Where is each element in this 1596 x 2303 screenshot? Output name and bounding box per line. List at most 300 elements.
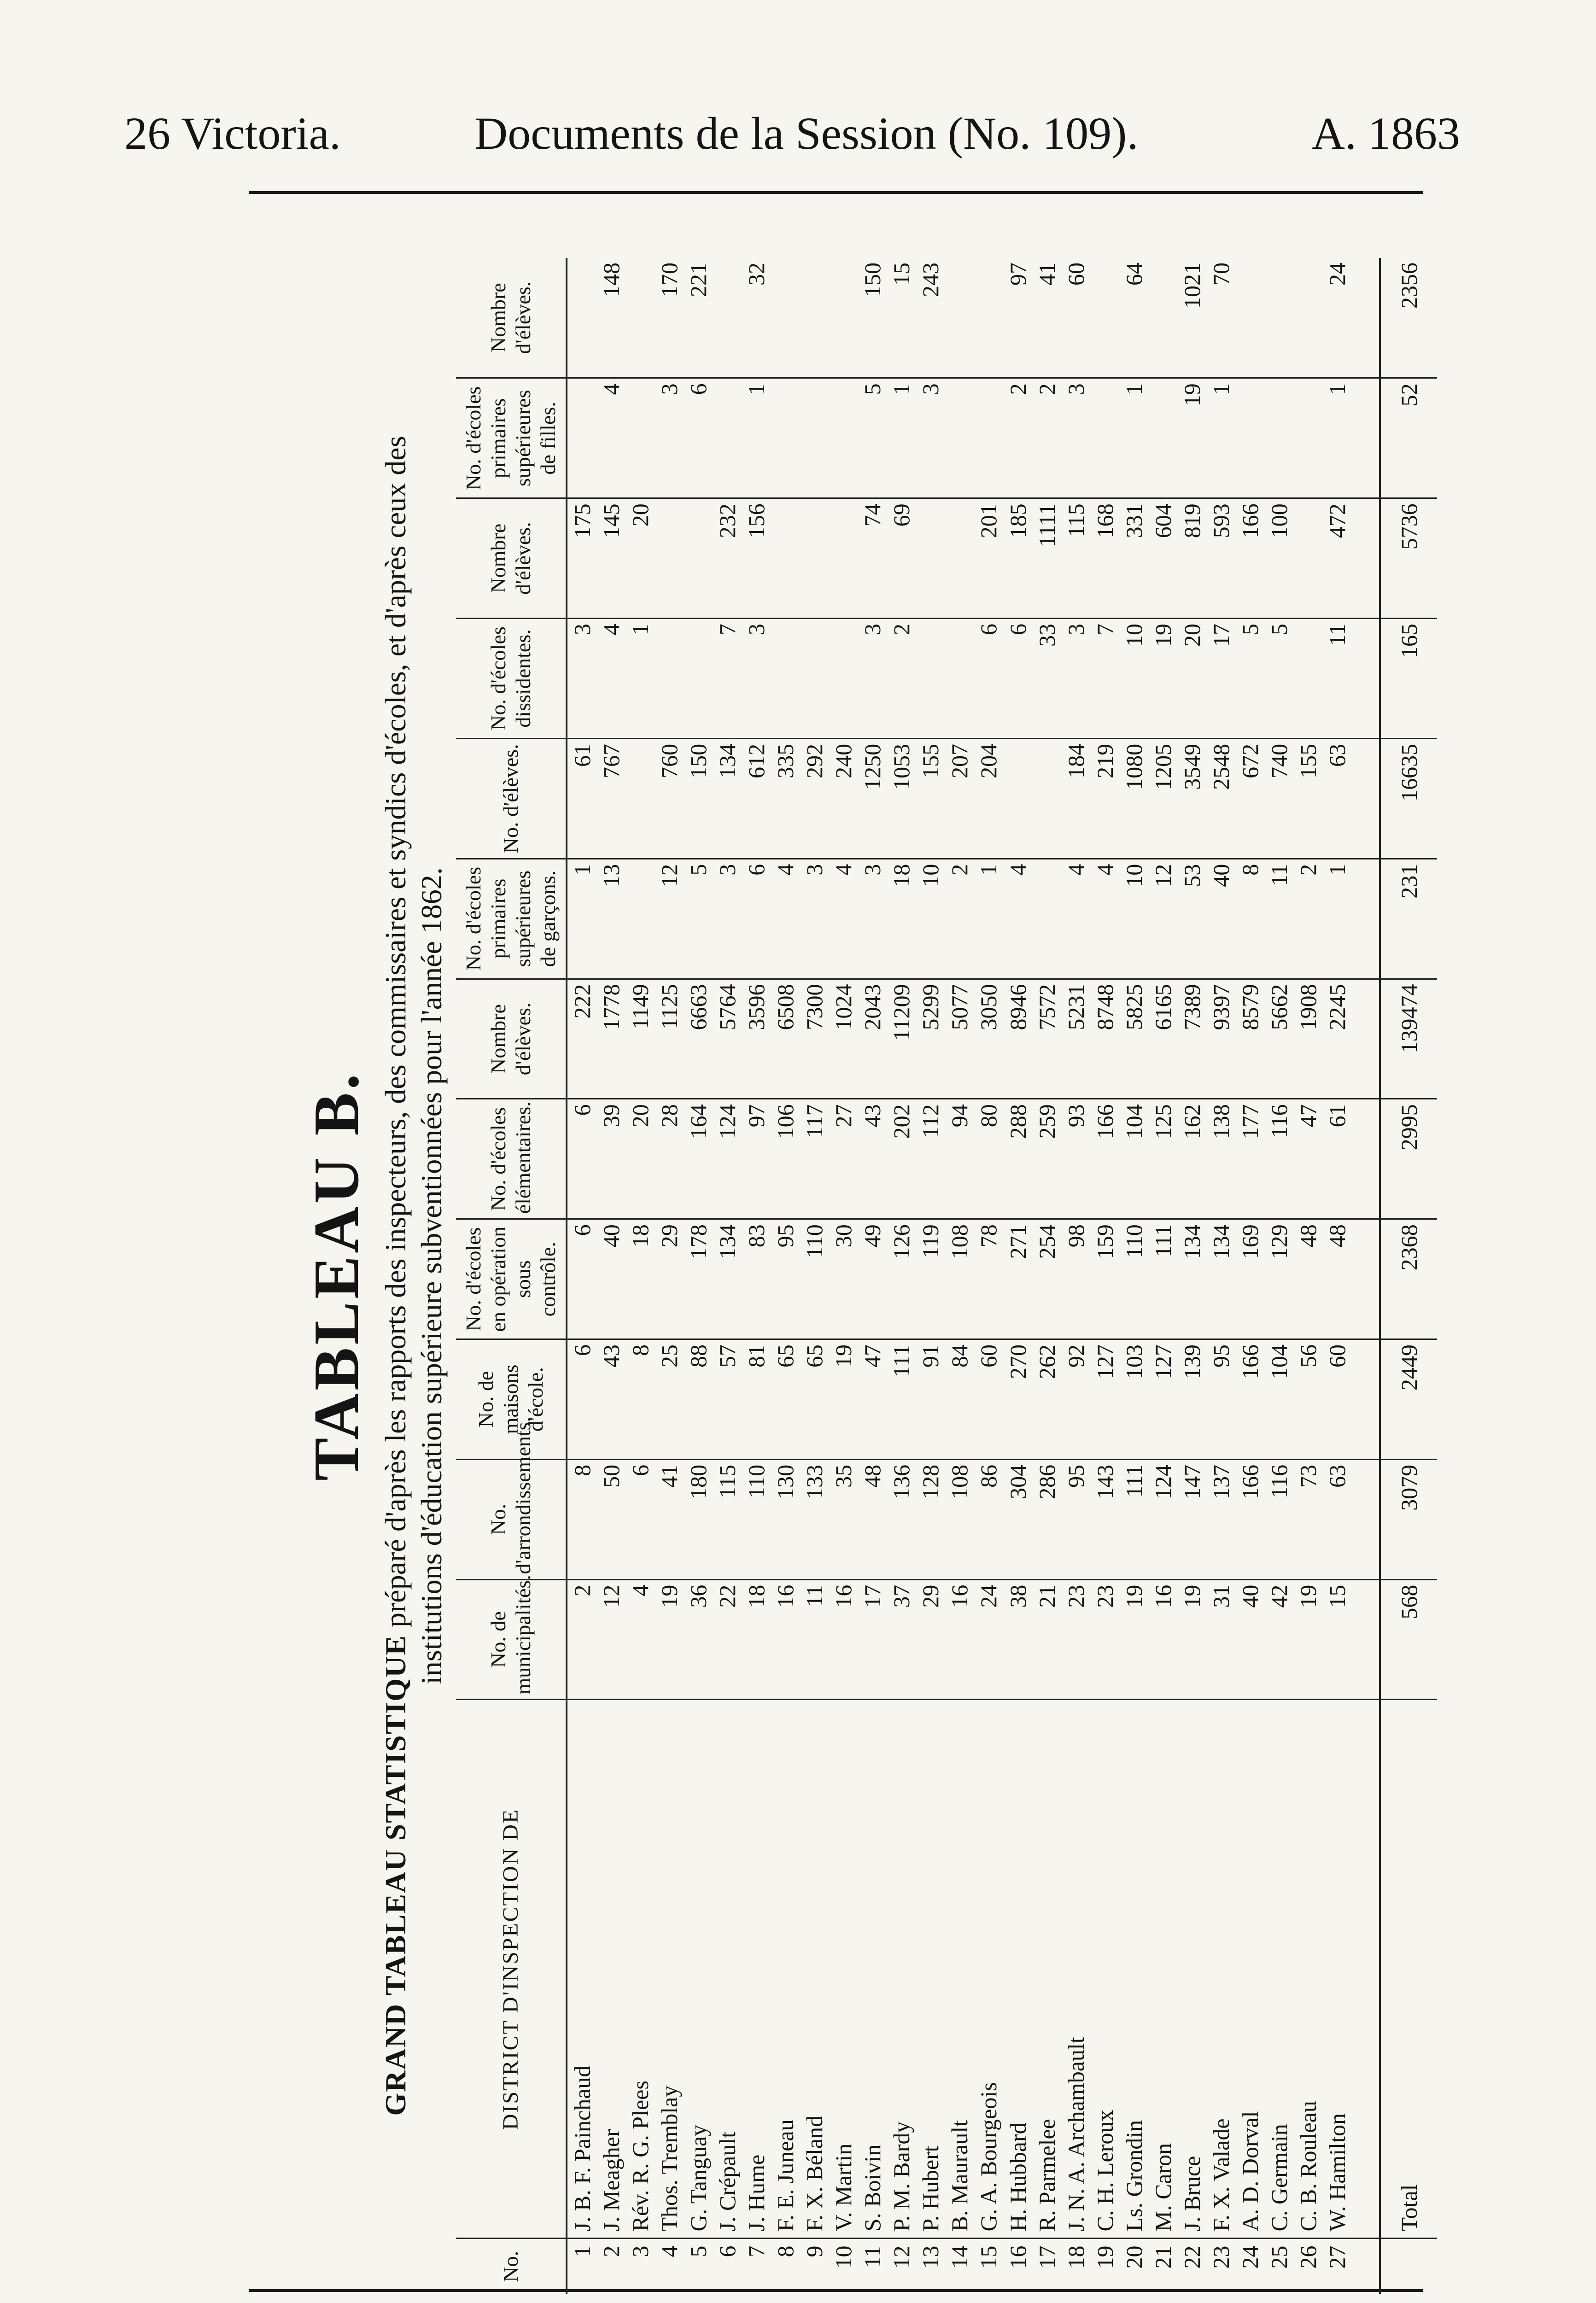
table-cell: 259: [1032, 1099, 1061, 1219]
table-cell: 240: [829, 738, 858, 859]
table-cell: 184: [1061, 738, 1090, 859]
table-cell: 28: [655, 1099, 684, 1219]
table-row: [1003, 258, 1032, 2294]
table-cell: 60: [1061, 258, 1090, 378]
table-cell: 116: [1265, 1459, 1294, 1579]
spacer-cell: [1352, 1339, 1380, 1460]
header-eleves-2: No. d'élèves.: [456, 738, 567, 859]
table-cell: 133: [800, 1459, 829, 1579]
district-name: B. Maurault: [945, 1700, 974, 2239]
table-cell: 740: [1265, 738, 1294, 859]
table-cell: 2: [1294, 859, 1323, 979]
table-cell: 115: [1061, 498, 1090, 619]
table-cell: 128: [916, 1459, 945, 1579]
table-cell: 7: [713, 619, 742, 739]
table-cell: 3: [567, 619, 596, 739]
table-cell: 70: [1206, 258, 1235, 378]
table-cell: 39: [596, 1099, 626, 1219]
table-cell: [626, 738, 655, 859]
table-cell: 134: [713, 1219, 742, 1339]
table-cell: 168: [1090, 498, 1119, 619]
table-cell: [1003, 738, 1032, 859]
table-cell: 243: [916, 258, 945, 378]
district-name: A. D. Dorval: [1235, 1700, 1264, 2239]
table-cell: 47: [858, 1339, 887, 1460]
table-cell: 4: [596, 619, 626, 739]
table-cell: 106: [771, 1099, 800, 1219]
table-cell: [655, 498, 684, 619]
table-row: [742, 258, 771, 2294]
district-name: V. Martin: [829, 1700, 858, 2239]
table-cell: 50: [596, 1459, 626, 1579]
table-cell: 36: [684, 1579, 713, 1700]
table-cell: [684, 498, 713, 619]
total-cell: 165: [1380, 619, 1437, 739]
spacer-cell: [1352, 1579, 1380, 1700]
table-cell: 331: [1119, 498, 1148, 619]
header-eleves-4: Nombre d'élèves.: [456, 258, 567, 378]
district-name: C. Germain: [1265, 1700, 1294, 2239]
table-cell: 10: [1119, 619, 1148, 739]
table-cell: 19: [1177, 378, 1206, 498]
table-cell: 117: [800, 1099, 829, 1219]
table-cell: 1: [626, 619, 655, 739]
subtitle-line1: préparé d'après les rapports des inspecteurs, des commissaires et syndics d'écoles, et d'après ceux des: [379, 436, 412, 1635]
district-name: C. B. Rouleau: [1294, 1700, 1323, 2239]
table-cell: 40: [1235, 1579, 1264, 1700]
table-cell: [1090, 378, 1119, 498]
table-cell: 104: [1119, 1099, 1148, 1219]
table-cell: 19: [1294, 1579, 1323, 1700]
table-cell: 3596: [742, 979, 771, 1099]
table-cell: [771, 378, 800, 498]
row-number: 16: [1005, 2245, 1031, 2269]
table-cell: 16: [771, 1579, 800, 1700]
table-cell: 1: [742, 378, 771, 498]
table-cell: 110: [742, 1459, 771, 1579]
table-cell: 92: [1061, 1339, 1090, 1460]
district-name: J. Meagher: [596, 1700, 626, 2239]
table-cell: 8: [626, 1339, 655, 1460]
table-cell: 110: [800, 1219, 829, 1339]
table-cell: [916, 498, 945, 619]
table-row: [916, 258, 945, 2294]
table-row: [596, 258, 626, 2294]
row-number: 23: [1208, 2245, 1234, 2269]
table-cell: 19: [1148, 619, 1177, 739]
table-cell: 19: [1177, 1579, 1206, 1700]
table-cell: 760: [655, 738, 684, 859]
row-number: 24: [1237, 2245, 1263, 2269]
table-cell: 262: [1032, 1339, 1061, 1460]
table-cell: 271: [1003, 1219, 1032, 1339]
table-cell: 5: [684, 859, 713, 979]
table-cell: [829, 619, 858, 739]
table-cell: 29: [916, 1579, 945, 1700]
table-cell: 83: [742, 1219, 771, 1339]
table-cell: [626, 258, 655, 378]
table-cell: 3: [713, 859, 742, 979]
table-cell: 8: [1235, 859, 1264, 979]
table-cell: 21: [1032, 1579, 1061, 1700]
table-row: [1294, 258, 1323, 2294]
spacer-cell: [1352, 1459, 1380, 1579]
table-row: [771, 258, 800, 2294]
table-cell: 335: [771, 738, 800, 859]
spacer-cell: [1352, 1700, 1380, 2239]
table-cell: 292: [800, 738, 829, 859]
table-row: [626, 258, 655, 2294]
table-cell: 16: [829, 1579, 858, 1700]
table-cell: 11: [800, 1579, 829, 1700]
table-cell: 2: [887, 619, 916, 739]
table-cell: 23: [1090, 1579, 1119, 1700]
table-cell: 12: [596, 1579, 626, 1700]
table-cell: [800, 378, 829, 498]
district-name: P. Hubert: [916, 1700, 945, 2239]
total-row: [1380, 258, 1437, 2294]
table-cell: [1032, 738, 1061, 859]
table-cell: 166: [1090, 1099, 1119, 1219]
total-cell: 2356: [1380, 258, 1437, 378]
table-cell: 11: [1323, 619, 1352, 739]
table-cell: 270: [1003, 1339, 1032, 1460]
table-cell: 37: [887, 1579, 916, 1700]
table-cell: [684, 619, 713, 739]
table-cell: 1908: [1294, 979, 1323, 1099]
table-cell: [1235, 378, 1264, 498]
table-row: [567, 258, 596, 2294]
table-cell: 4: [1090, 859, 1119, 979]
row-number: 12: [889, 2245, 915, 2269]
district-name: F. X. Valade: [1206, 1700, 1235, 2239]
table-cell: 84: [945, 1339, 974, 1460]
table-cell: 74: [858, 498, 887, 619]
table-cell: 139: [1177, 1339, 1206, 1460]
table-cell: 6165: [1148, 979, 1177, 1099]
table-cell: 166: [1235, 1339, 1264, 1460]
table-cell: [567, 258, 596, 378]
table-cell: [1294, 378, 1323, 498]
table-cell: 127: [1148, 1339, 1177, 1460]
table-cell: 11: [1265, 859, 1294, 979]
table-cell: 25: [655, 1339, 684, 1460]
table-cell: 604: [1148, 498, 1177, 619]
table-cell: 124: [1148, 1459, 1177, 1579]
spacer-cell: [1352, 2239, 1380, 2294]
header-ecoles-elementaires: No. d'écoles élémentaires.: [456, 1099, 567, 1219]
table-cell: 5662: [1265, 979, 1294, 1099]
table-cell: 48: [858, 1459, 887, 1579]
table-cell: 4: [1003, 859, 1032, 979]
row-number: 5: [685, 2245, 711, 2257]
table-cell: 17: [1206, 619, 1235, 739]
table-cell: 95: [771, 1219, 800, 1339]
table-cell: 3549: [1177, 738, 1206, 859]
table-row: [1032, 258, 1061, 2294]
district-name: P. M. Bardy: [887, 1700, 916, 2239]
table-cell: 48: [1294, 1219, 1323, 1339]
table-cell: 3: [742, 619, 771, 739]
table-row: [974, 258, 1003, 2294]
row-number: 15: [976, 2245, 1002, 2269]
table-cell: 9397: [1206, 979, 1235, 1099]
header-right: A. 1863: [1311, 108, 1460, 159]
table-cell: 1778: [596, 979, 626, 1099]
table-cell: 112: [916, 1099, 945, 1219]
table-cell: 22: [713, 1579, 742, 1700]
table-cell: 150: [684, 738, 713, 859]
table-cell: 1: [974, 859, 1003, 979]
total-cell: 2449: [1380, 1339, 1437, 1460]
table-cell: 8946: [1003, 979, 1032, 1099]
table-cell: 3: [1061, 619, 1090, 739]
table-row: [1235, 258, 1264, 2294]
total-cell: 16635: [1380, 738, 1437, 859]
table-cell: 95: [1061, 1459, 1090, 1579]
table-cell: 129: [1265, 1219, 1294, 1339]
table-cell: [771, 619, 800, 739]
table-cell: 108: [945, 1459, 974, 1579]
table-cell: 12: [1148, 859, 1177, 979]
total-cell: 2368: [1380, 1219, 1437, 1339]
table-cell: 127: [1090, 1339, 1119, 1460]
table-cell: 155: [916, 738, 945, 859]
table-cell: 61: [1323, 1099, 1352, 1219]
row-number: 6: [714, 2245, 740, 2257]
table-cell: 5231: [1061, 979, 1090, 1099]
table-cell: 5764: [713, 979, 742, 1099]
table-row: [1119, 258, 1148, 2294]
district-name: J. N. A. Archambault: [1061, 1700, 1090, 2239]
district-name: C. H. Leroux: [1090, 1700, 1119, 2239]
table-cell: 19: [655, 1579, 684, 1700]
row-number: 8: [772, 2245, 798, 2257]
table-cell: 612: [742, 738, 771, 859]
table-cell: 232: [713, 498, 742, 619]
table-cell: 88: [684, 1339, 713, 1460]
table-cell: 53: [1177, 859, 1206, 979]
table-cell: 97: [1003, 258, 1032, 378]
table-cell: 43: [858, 1099, 887, 1219]
table-row: [1177, 258, 1206, 2294]
table-cell: [916, 619, 945, 739]
table-cell: 19: [1119, 1579, 1148, 1700]
table-row: [655, 258, 684, 2294]
header-arrondissements: No. d'arrondissements.: [456, 1459, 567, 1579]
table-cell: [829, 498, 858, 619]
table-cell: [829, 378, 858, 498]
row-number: 10: [830, 2245, 857, 2269]
table-cell: 95: [1206, 1339, 1235, 1460]
total-cell: 52: [1380, 378, 1437, 498]
table-row: [858, 258, 887, 2294]
table-body: [567, 258, 1437, 2294]
table-cell: 221: [684, 258, 713, 378]
table-cell: [1265, 258, 1294, 378]
table-cell: [1148, 258, 1177, 378]
total-cell: 139474: [1380, 979, 1437, 1099]
table-cell: 147: [1177, 1459, 1206, 1579]
table-cell: 204: [974, 738, 1003, 859]
table-cell: [713, 378, 742, 498]
table-cell: 3050: [974, 979, 1003, 1099]
total-cell: 3079: [1380, 1459, 1437, 1579]
table-cell: 81: [742, 1339, 771, 1460]
table-cell: 185: [1003, 498, 1032, 619]
table-cell: 32: [742, 258, 771, 378]
table-cell: 3: [655, 378, 684, 498]
table-cell: 30: [829, 1219, 858, 1339]
table-cell: [829, 258, 858, 378]
header-primaires-garcons: No. d'écoles primaires supérieures de garçons.: [456, 859, 567, 979]
table-cell: 60: [974, 1339, 1003, 1460]
table-cell: 472: [1323, 498, 1352, 619]
spacer-cell: [1352, 1099, 1380, 1219]
table-cell: 20: [626, 498, 655, 619]
header-district: DISTRICT D'INSPECTION DE: [456, 1700, 567, 2239]
table-cell: 155: [1294, 738, 1323, 859]
table-cell: 41: [655, 1459, 684, 1579]
subtitle-lead: GRAND TABLEAU STATISTIQUE: [379, 1635, 412, 2116]
table-cell: 4: [771, 859, 800, 979]
district-name: M. Caron: [1148, 1700, 1177, 2239]
table-header-row: [456, 258, 567, 2294]
table-cell: 41: [1032, 258, 1061, 378]
table-cell: 169: [1235, 1219, 1264, 1339]
table-cell: 1080: [1119, 738, 1148, 859]
table-cell: 2245: [1323, 979, 1352, 1099]
table-cell: [567, 378, 596, 498]
table-cell: 20: [626, 1099, 655, 1219]
table-cell: [626, 378, 655, 498]
header-no: No.: [456, 2239, 567, 2294]
table-cell: 145: [596, 498, 626, 619]
table-cell: 6663: [684, 979, 713, 1099]
table-cell: 126: [887, 1219, 916, 1339]
table-cell: [800, 498, 829, 619]
total-spacer: [1380, 2239, 1437, 2294]
table-cell: 35: [829, 1459, 858, 1579]
header-rule: [249, 191, 1423, 194]
table-cell: 108: [945, 1219, 974, 1339]
table-row: [829, 258, 858, 2294]
table-cell: 1024: [829, 979, 858, 1099]
table-cell: 91: [916, 1339, 945, 1460]
table-cell: 18: [626, 1219, 655, 1339]
district-name: Rév. R. G. Plees: [626, 1700, 655, 2239]
spacer-cell: [1352, 979, 1380, 1099]
table-cell: 4: [626, 1579, 655, 1700]
table-cell: 1: [1206, 378, 1235, 498]
table-cell: 134: [1206, 1219, 1235, 1339]
table-cell: 4: [596, 378, 626, 498]
spacer-cell: [1352, 1219, 1380, 1339]
table-cell: 111: [887, 1339, 916, 1460]
table-cell: 672: [1235, 738, 1264, 859]
table-cell: 6: [567, 1219, 596, 1339]
table-cell: [1235, 258, 1264, 378]
table-cell: 819: [1177, 498, 1206, 619]
table-cell: 23: [1061, 1579, 1090, 1700]
table-cell: 24: [974, 1579, 1003, 1700]
table-cell: 180: [684, 1459, 713, 1579]
table-cell: 304: [1003, 1459, 1032, 1579]
statistics-table: [456, 258, 1437, 2294]
table-cell: 33: [1032, 619, 1061, 739]
table-cell: 49: [858, 1219, 887, 1339]
table-cell: 8: [567, 1459, 596, 1579]
table-cell: 86: [974, 1459, 1003, 1579]
spacer-cell: [1352, 498, 1380, 619]
row-number: 27: [1324, 2245, 1350, 2269]
row-number: 19: [1092, 2245, 1118, 2269]
table-cell: 48: [1323, 1219, 1352, 1339]
table-cell: 164: [684, 1099, 713, 1219]
district-name: G. A. Bourgeois: [974, 1700, 1003, 2239]
table-cell: 15: [887, 258, 916, 378]
table-cell: [1148, 378, 1177, 498]
table-cell: 6: [684, 378, 713, 498]
total-label: Total: [1380, 1700, 1437, 2239]
row-number: 18: [1063, 2245, 1089, 2269]
table-cell: 115: [713, 1459, 742, 1579]
table-cell: 18: [742, 1579, 771, 1700]
table-cell: 98: [1061, 1219, 1090, 1339]
table-cell: 1021: [1177, 258, 1206, 378]
total-cell: 5736: [1380, 498, 1437, 619]
header-ecoles-operation: No. d'écoles en opération sous contrôle.: [456, 1219, 567, 1339]
district-name: Thos. Tremblay: [655, 1700, 684, 2239]
table-cell: 15: [1323, 1579, 1352, 1700]
row-number: 2: [598, 2245, 624, 2257]
table-cell: 2: [1003, 378, 1032, 498]
header-left: 26 Victoria.: [124, 108, 341, 159]
table-cell: 159: [1090, 1219, 1119, 1339]
table-cell: 6: [974, 619, 1003, 739]
table-row: [1090, 258, 1119, 2294]
table-cell: 111: [1148, 1219, 1177, 1339]
table-cell: 138: [1206, 1099, 1235, 1219]
table-cell: 4: [829, 859, 858, 979]
table-cell: 201: [974, 498, 1003, 619]
table-cell: [945, 378, 974, 498]
table-cell: 5: [1235, 619, 1264, 739]
row-number: 25: [1266, 2245, 1292, 2269]
total-cell: 2995: [1380, 1099, 1437, 1219]
table-cell: 134: [1177, 1219, 1206, 1339]
row-number: 20: [1121, 2245, 1147, 2269]
table-cell: 3: [916, 378, 945, 498]
table-cell: 156: [742, 498, 771, 619]
table-cell: 16: [1148, 1579, 1177, 1700]
table-cell: 31: [1206, 1579, 1235, 1700]
table-cell: [713, 258, 742, 378]
table-cell: 38: [1003, 1579, 1032, 1700]
table-cell: 178: [684, 1219, 713, 1339]
table-cell: 7: [1090, 619, 1119, 739]
row-number: 13: [918, 2245, 944, 2269]
table-cell: 64: [1119, 258, 1148, 378]
table-cell: 42: [1265, 1579, 1294, 1700]
district-name: R. Parmelee: [1032, 1700, 1061, 2239]
spacer-cell: [1352, 738, 1380, 859]
table-cell: 7389: [1177, 979, 1206, 1099]
spacer-cell: [1352, 378, 1380, 498]
table-cell: 130: [771, 1459, 800, 1579]
table-cell: 143: [1090, 1459, 1119, 1579]
table-cell: 6: [567, 1339, 596, 1460]
